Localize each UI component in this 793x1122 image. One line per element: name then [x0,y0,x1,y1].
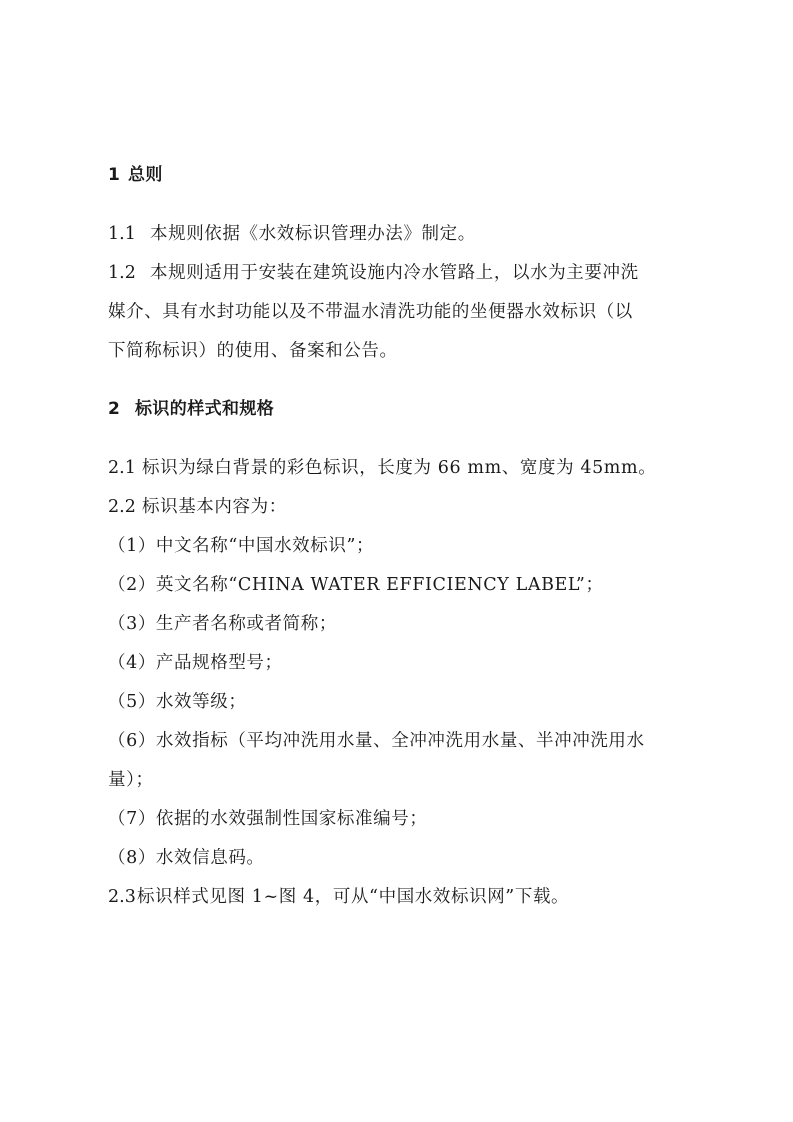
clause-2-3 [108,885,698,909]
clause-1-1-number: 1.1 [108,224,136,244]
list-item-6: （6）水效指标（平均冲洗用水量、全冲冲洗用水量、半冲冲洗用水 [108,731,645,751]
list-item-4: （4）产品规格型号； [108,653,283,673]
clause-1-2-line-2: 媒介、具有水封功能以及不带温水清洗功能的坐便器水效标识（以 [108,302,633,322]
section-2-heading [108,397,698,421]
section-1-number: 1 [108,165,120,185]
list-item-3: （3）生产者名称或者简称； [108,614,337,634]
clause-2-2-text: 标识基本内容为： [142,497,287,517]
list-item-6-line-2: 量）； [108,770,154,790]
clause-1-1 [108,222,698,246]
clause-1-1-text: 本规则依据《水效标识管理办法》制定。 [150,224,476,244]
section-1-heading [108,163,698,187]
clause-2-1-text: 标识为绿白背景的彩色标识，长度为 66 mm、宽度为 45mm。 [142,458,657,478]
list-item-1: （1）中文名称“中国水效标识”； [108,536,375,556]
clause-2-3-text: 标识样式见图 1~图 4，可从“中国水效标识网”下载。 [137,887,570,907]
section-2-title: 标识的样式和规格 [135,399,275,419]
list-item-2: （2）英文名称“CHINA WATER EFFICIENCY LABEL”； [108,575,604,595]
clause-2-2 [108,495,698,519]
clause-2-1-number: 2.1 [108,458,136,478]
list-item-8: （8）水效信息码。 [108,848,265,868]
clause-2-3-number: 2.3 [108,887,136,907]
list-item-7: （7）依据的水效强制性国家标准编号； [108,809,428,829]
clause-1-2-text-line-1: 本规则适用于安装在建筑设施内冷水管路上，以水为主要冲洗 [150,263,639,283]
clause-1-2-line-3: 下简称标识）的使用、备案和公告。 [108,341,398,361]
list-item-5: （5）水效等级； [108,692,247,712]
section-1-title: 总则 [128,165,163,185]
clause-2-2-number: 2.2 [108,497,136,517]
clause-1-2 [108,261,698,285]
clause-1-2-number: 1.2 [108,263,136,283]
section-2-number: 2 [108,399,120,419]
clause-2-1 [108,456,698,480]
